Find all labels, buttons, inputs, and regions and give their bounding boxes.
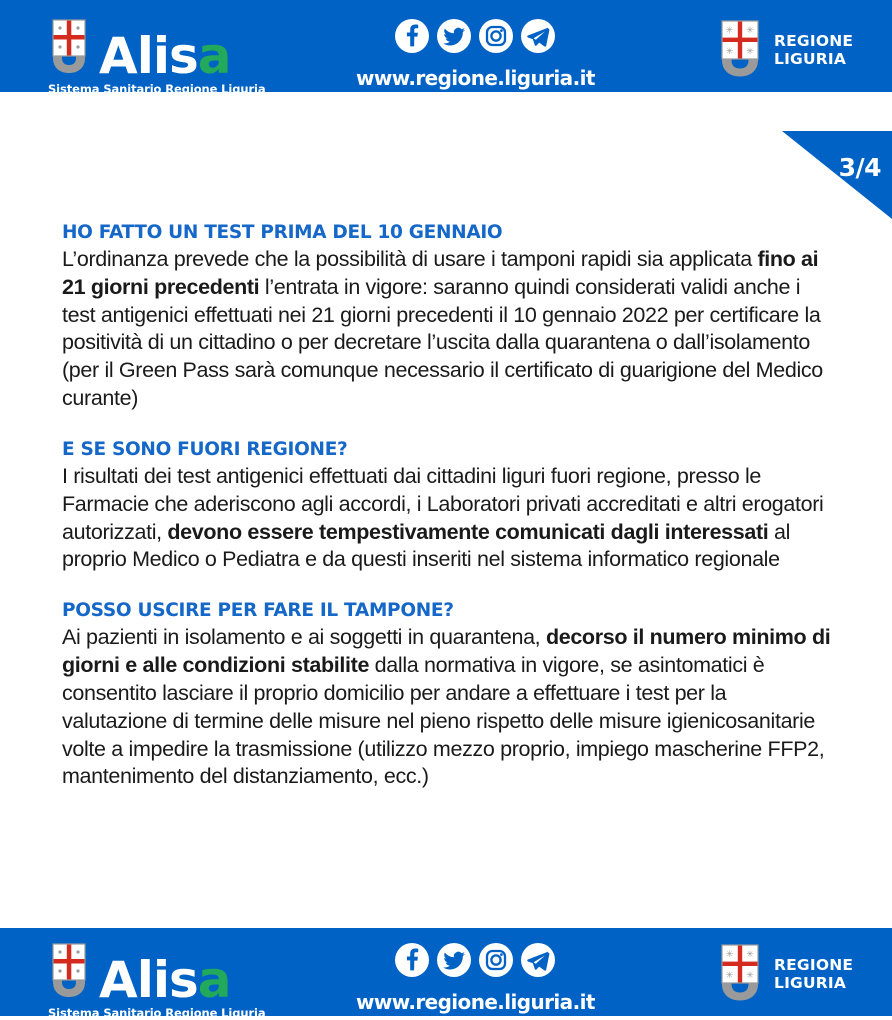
- alisa-tagline: Sistema Sanitario Regione Liguria: [48, 1006, 266, 1020]
- svg-text:✳: ✳: [725, 47, 734, 57]
- regione-line-1: REGIONE: [774, 956, 854, 975]
- twitter-icon[interactable]: [436, 942, 472, 983]
- plain-text: Ai pazienti in isolamento e ai soggetti in quarantena,: [62, 625, 546, 650]
- svg-text:✳: ✳: [746, 971, 754, 981]
- faq-body: [62, 624, 832, 791]
- faq-section: [62, 222, 832, 413]
- emphasis-text: fino ai 21 giorni precedenti: [62, 247, 819, 299]
- footer-bar: [0, 928, 892, 1020]
- page-indicator-label: 3/4: [838, 153, 881, 182]
- alisa-wordmark-white: Alis: [99, 27, 198, 85]
- instagram-icon[interactable]: [478, 18, 514, 59]
- main-content: [62, 222, 832, 791]
- plain-text: al proprio Medico o Pediatra e da questi inseriti nel sistema informatico regionale: [62, 519, 791, 572]
- twitter-icon[interactable]: [436, 18, 472, 59]
- telegram-icon[interactable]: [520, 18, 556, 59]
- plain-text: I risultati dei test antigenici effettuati dai cittadini liguri fuori regione, presso le Farmacie che aderiscono agli accordi, i Laboratori privati accreditati e altri erogatori autorizzati,: [62, 463, 824, 544]
- header-regione-liguria-logo: [716, 18, 853, 83]
- header-bar: [0, 0, 892, 96]
- regione-line-2: LIGURIA: [774, 49, 847, 68]
- svg-text:✳: ✳: [725, 971, 734, 981]
- social-icon-list: [394, 942, 556, 983]
- footer-social-block: [356, 942, 595, 1014]
- regione-line-2: LIGURIA: [774, 973, 847, 992]
- regione-liguria-crest-icon: [716, 18, 764, 83]
- svg-text:✳: ✳: [746, 47, 754, 57]
- alisa-wordmark: [99, 951, 231, 1009]
- faq-body: [62, 246, 832, 413]
- instagram-icon[interactable]: [478, 942, 514, 983]
- social-icon-list: [394, 18, 556, 59]
- page-indicator: [782, 131, 892, 219]
- header-alisa-logo: [48, 18, 266, 96]
- regione-liguria-wordmark: [774, 33, 853, 68]
- liguria-crest-icon: [48, 942, 90, 1003]
- liguria-crest-icon: [48, 18, 90, 79]
- alisa-wordmark-accent: a: [197, 951, 231, 1009]
- faq-heading: HO FATTO UN TEST PRIMA DEL 10 GENNAIO: [62, 222, 503, 243]
- faq-section: [62, 600, 832, 791]
- faq-body: [62, 463, 832, 574]
- alisa-logo-row: [48, 18, 231, 85]
- svg-text:✳: ✳: [725, 950, 734, 960]
- plain-text: dalla normativa in vigore, se asintomatici è consentito lasciare il proprio domicilio per andare a effettuare i test per la valutazione di termine delle misure nel pieno rispetto delle misure igienicosanitarie volte a impedire la trasmissione (utilizzo mezzo proprio, impiego mascherine FFP2, mantenimento del distanziamento, ecc.): [62, 653, 825, 789]
- telegram-icon[interactable]: [520, 942, 556, 983]
- regione-liguria-wordmark: [774, 957, 853, 992]
- footer-alisa-logo: [48, 942, 266, 1020]
- alisa-tagline: Sistema Sanitario Regione Liguria: [48, 82, 266, 96]
- faq-heading: E SE SONO FUORI REGIONE?: [62, 438, 348, 460]
- facebook-icon[interactable]: [394, 18, 430, 59]
- alisa-wordmark-accent: a: [197, 27, 231, 85]
- facebook-icon[interactable]: [394, 942, 430, 983]
- website-url[interactable]: www.regione.liguria.it: [356, 990, 595, 1014]
- header-social-block: [356, 18, 595, 90]
- emphasis-text: devono essere tempestivamente comunicati dagli interessati: [167, 519, 769, 544]
- website-url[interactable]: www.regione.liguria.it: [356, 66, 595, 90]
- svg-text:✳: ✳: [725, 26, 734, 36]
- faq-section: [62, 439, 832, 574]
- alisa-logo-row: [48, 942, 231, 1009]
- alisa-wordmark-white: Alis: [99, 951, 198, 1009]
- footer-regione-liguria-logo: [716, 942, 853, 1007]
- alisa-wordmark: [99, 27, 231, 85]
- faq-heading: POSSO USCIRE PER FARE IL TAMPONE?: [62, 600, 454, 622]
- regione-line-1: REGIONE: [774, 32, 854, 51]
- plain-text: L’ordinanza prevede che la possibilità di usare i tamponi rapidi sia applicata: [62, 247, 758, 271]
- plain-text: l’entrata in vigore: saranno quindi considerati validi anche i test antigenici effettuati nei 21 giorni precedenti il 10 gennaio 2022 per certificare la positività di un cittadino o per decretare l’uscita dalla quarantena o dall’isolamento (per il Green Pass sarà comunque necessario il certificato di guarigione del Medico curante): [62, 274, 823, 411]
- svg-text:✳: ✳: [746, 26, 754, 36]
- emphasis-text: decorso il numero minimo di giorni e alle condizioni stabilite: [62, 625, 831, 678]
- regione-liguria-crest-icon: [716, 942, 764, 1007]
- svg-text:✳: ✳: [746, 950, 754, 960]
